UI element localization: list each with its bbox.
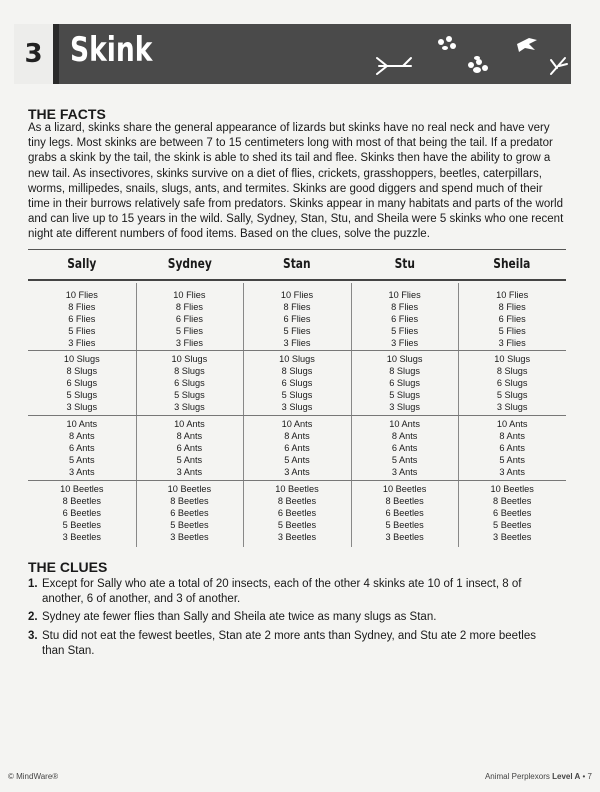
grid-option[interactable]: 3 Ants [391,467,418,477]
grid-option[interactable]: 5 Slugs [281,390,313,400]
page-title: Skink [70,30,153,70]
grid-cell-group [136,353,244,413]
grid-cell-group [351,353,459,413]
column-header-stu: Stu [394,257,415,272]
grid-cell-group [136,289,244,349]
grid-option[interactable]: 8 Beetles [170,496,209,506]
grid-top-rule [28,249,566,250]
grid-option[interactable]: 8 Ants [499,431,525,441]
clue-item [28,577,548,607]
grid-option[interactable]: 6 Ants [499,443,525,453]
clue-item [28,610,548,625]
grid-option[interactable]: 10 Flies [388,290,421,300]
grid-cell-group [28,289,136,349]
grid-cell-group [136,418,244,478]
grid-option[interactable]: 10 Ants [66,419,98,429]
grid-cell-group [28,483,136,543]
grid-option[interactable]: 8 Slugs [66,366,98,376]
grid-cell-group [458,418,566,478]
clue-item [28,629,548,659]
grid-option[interactable]: 3 Beetles [493,532,532,542]
grid-option[interactable]: 6 Flies [68,314,96,324]
grid-option[interactable]: 10 Beetles [490,484,534,494]
grid-option[interactable]: 10 Slugs [494,354,531,364]
grid-option[interactable]: 8 Beetles [62,496,101,506]
grid-option[interactable]: 5 Beetles [493,520,532,530]
grid-option[interactable]: 6 Ants [176,443,203,453]
grid-option[interactable]: 6 Slugs [496,378,528,388]
grid-option[interactable]: 6 Beetles [62,508,101,518]
grid-cell-group [243,418,351,478]
grid-option[interactable]: 8 Slugs [496,366,528,376]
grid-cell-group [351,289,459,349]
clues-list [28,577,548,662]
grid-option[interactable]: 5 Flies [498,326,526,336]
column-header-stan: Stan [283,257,311,272]
grid-option[interactable]: 3 Slugs [66,402,98,412]
grid-option[interactable]: 8 Flies [175,302,203,312]
grid-option[interactable]: 8 Ants [176,431,203,441]
grid-group-divider [28,480,566,481]
facts-paragraph: As a lizard, skinks share the general appearance of lizards but skinks have no real neck and have very tiny legs. Most skinks are between 7 to 15 centimeters long with most of that being the tail. If a predator grabs a skink by the tail, the skink is able to shed its tail and flee. Skinks then have the ability to grow a new tail. As insectivores, skinks survive on a diet of flies, crickets, grasshoppers, beetles, caterpillars, worms, millipedes, snails, slugs, ants, and termites. Skinks are good diggers and spend much of their time in their burrows relatively safe from predators. Skinks appear in many habitats and parts of the world and can live up to 15 years in the wild. Sally, Sydney, Stan, Stu, and Sheila were 5 skinks who one recent night ate different numbers of food items. Based on the clues, solve the puzzle. [28,122,564,241]
animal-tracks-icon [369,30,569,80]
grid-option[interactable]: 8 Beetles [385,496,424,506]
clue-text: Stu did not eat the fewest beetles, Stan ate 2 more ants than Sydney, and Stu ate 2 more beetles than Stan. [42,629,536,657]
grid-option[interactable]: 5 Ants [499,455,525,465]
grid-cell-group [458,289,566,349]
grid-option[interactable]: 8 Beetles [277,496,317,506]
grid-option[interactable]: 6 Flies [391,314,419,324]
grid-option[interactable]: 5 Beetles [277,520,317,530]
grid-option[interactable]: 10 Ants [496,419,528,429]
grid-option[interactable]: 6 Beetles [385,508,424,518]
grid-option[interactable]: 5 Beetles [385,520,424,530]
footer-level: Level A [552,772,581,781]
grid-option[interactable]: 5 Beetles [170,520,209,530]
grid-option[interactable]: 10 Beetles [60,484,104,494]
clue-number: 3. [28,629,38,642]
clues-heading: THE CLUES [28,559,108,575]
grid-option[interactable]: 6 Slugs [174,378,205,388]
grid-group-divider [28,415,566,416]
grid-option[interactable]: 10 Beetles [382,484,427,494]
page-header [14,24,571,84]
grid-option[interactable]: 10 Slugs [171,354,208,364]
grid-option[interactable]: 6 Ants [284,443,310,453]
grid-option[interactable]: 3 Ants [69,467,95,477]
grid-option[interactable]: 8 Slugs [174,366,205,376]
grid-header-rule [28,279,566,281]
grid-option[interactable]: 3 Slugs [389,402,420,412]
grid-option[interactable]: 8 Flies [283,302,311,312]
grid-option[interactable]: 10 Flies [280,290,314,300]
grid-cell-group [243,483,351,543]
grid-cell-group [351,418,459,478]
grid-option[interactable]: 6 Flies [498,314,526,324]
grid-option[interactable]: 3 Ants [176,467,203,477]
grid-option[interactable]: 3 Beetles [277,532,317,542]
grid-option[interactable]: 8 Slugs [281,366,313,376]
grid-option[interactable]: 5 Slugs [389,390,420,400]
footer-page-number: • 7 [582,772,592,781]
grid-option[interactable]: 8 Flies [498,302,526,312]
grid-option[interactable]: 5 Ants [69,455,95,465]
grid-option[interactable]: 6 Beetles [493,508,532,518]
grid-option[interactable]: 6 Beetles [170,508,209,518]
grid-option[interactable]: 5 Flies [68,326,96,336]
column-header-sydney: Sydney [167,257,212,272]
grid-option[interactable]: 10 Slugs [386,354,423,364]
grid-option[interactable]: 3 Ants [284,467,310,477]
grid-option[interactable]: 3 Ants [499,467,525,477]
grid-option[interactable]: 3 Slugs [496,402,528,412]
footer-page-info [485,772,592,781]
grid-option[interactable]: 5 Slugs [174,390,205,400]
grid-cell-group [458,353,566,413]
grid-option[interactable]: 5 Flies [175,326,203,336]
grid-option[interactable]: 3 Flies [391,338,419,348]
clue-text: Sydney ate fewer flies than Sally and Sheila ate twice as many slugs as Stan. [42,611,437,624]
grid-cell-group [243,353,351,413]
grid-option[interactable]: 3 Flies [498,338,526,348]
grid-option[interactable]: 6 Flies [175,314,203,324]
puzzle-number: 3 [14,24,59,84]
grid-option[interactable]: 5 Ants [284,455,310,465]
grid-option[interactable]: 3 Beetles [170,532,209,542]
clue-text: Except for Sally who ate a total of 20 insects, each of the other 4 skinks ate 10 of 1 insect, 8 of another, 6 of another, and 3 of another. [42,578,522,606]
column-header-sally: Sally [67,257,97,272]
grid-option[interactable]: 6 Slugs [281,378,313,388]
grid-option[interactable]: 8 Flies [391,302,419,312]
footer-book-title: Animal Perplexors [484,772,550,781]
clue-number: 2. [28,611,38,624]
grid-option[interactable]: 5 Beetles [62,520,101,530]
grid-option[interactable]: 8 Ants [284,431,310,441]
grid-option[interactable]: 10 Flies [65,290,98,300]
grid-option[interactable]: 5 Slugs [496,390,528,400]
grid-option[interactable]: 8 Flies [68,302,96,312]
grid-option[interactable]: 5 Ants [391,455,418,465]
grid-cell-group [28,353,136,413]
grid-option[interactable]: 10 Flies [173,290,206,300]
grid-option[interactable]: 10 Ants [174,419,205,429]
clue-number: 1. [28,578,38,590]
grid-option[interactable]: 8 Ants [391,431,418,441]
grid-cell-group [136,483,244,543]
grid-option[interactable]: 6 Ants [69,443,95,453]
grid-cell-group [351,483,459,543]
grid-option[interactable]: 10 Ants [389,419,420,429]
column-header-sheila: Sheila [493,257,531,272]
grid-option[interactable]: 10 Slugs [63,354,100,364]
facts-heading: THE FACTS [28,106,106,122]
grid-option[interactable]: 3 Flies [68,338,96,348]
grid-option[interactable]: 10 Beetles [275,484,319,494]
logic-grid [28,249,566,547]
grid-cell-group [458,483,566,543]
grid-cell-group [28,418,136,478]
grid-option[interactable]: 3 Beetles [385,532,424,542]
grid-group-divider [28,350,566,351]
footer-copyright: © MindWare® [8,772,59,781]
grid-option[interactable]: 6 Beetles [277,508,317,518]
grid-option[interactable]: 10 Slugs [279,354,315,364]
grid-option[interactable]: 5 Flies [283,326,311,336]
grid-option[interactable]: 10 Flies [496,290,529,300]
grid-option[interactable]: 6 Slugs [66,378,98,388]
grid-option[interactable]: 6 Ants [391,443,418,453]
grid-option[interactable]: 5 Flies [391,326,419,336]
grid-option[interactable]: 3 Flies [175,338,203,348]
grid-option[interactable]: 3 Beetles [62,532,101,542]
grid-option[interactable]: 10 Ants [281,419,313,429]
grid-option[interactable]: 3 Slugs [281,402,313,412]
grid-option[interactable]: 5 Ants [176,455,203,465]
grid-option[interactable]: 8 Slugs [389,366,420,376]
grid-option[interactable]: 5 Slugs [66,390,98,400]
grid-option[interactable]: 3 Slugs [174,402,205,412]
grid-option[interactable]: 6 Slugs [389,378,420,388]
grid-cell-group [243,289,351,349]
grid-option[interactable]: 8 Beetles [493,496,532,506]
grid-option[interactable]: 10 Beetles [167,484,212,494]
grid-option[interactable]: 6 Flies [283,314,311,324]
grid-option[interactable]: 3 Flies [283,338,311,348]
grid-option[interactable]: 8 Ants [69,431,95,441]
